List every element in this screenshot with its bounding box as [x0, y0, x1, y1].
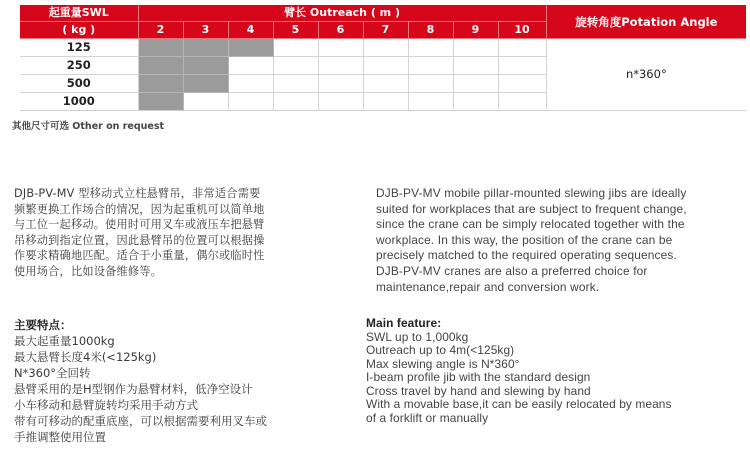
- description-line: since the crane can be simply relocated together with the: [376, 217, 685, 232]
- swl-value: 250: [20, 57, 138, 75]
- description-line: maintenance,repair and conversion work.: [376, 279, 600, 294]
- empty-outreach-cell: [273, 75, 318, 93]
- empty-outreach-cell: [363, 75, 408, 93]
- empty-outreach-cell: [363, 39, 408, 57]
- feature-item: Outreach up to 4m(<125kg): [366, 343, 515, 357]
- empty-outreach-cell: [498, 39, 546, 57]
- outreach-col-header: 7: [363, 22, 408, 39]
- empty-outreach-cell: [318, 57, 363, 75]
- empty-outreach-cell: [408, 93, 453, 111]
- empty-outreach-cell: [228, 93, 273, 111]
- empty-outreach-cell: [408, 75, 453, 93]
- feature-item: 手推调整使用位置: [14, 430, 106, 444]
- swl-header: 起重量SWL: [20, 5, 138, 22]
- empty-outreach-cell: [453, 93, 498, 111]
- outreach-col-header: 10: [498, 22, 546, 39]
- feature-item: 悬臂采用的是H型钢作为悬臂材料，低净空设计: [14, 382, 253, 396]
- description-line: 作要求精确地匹配。适合于小重量，偶尔或临时性: [14, 249, 265, 263]
- empty-outreach-cell: [498, 57, 546, 75]
- description-line: DJB-PV-MV cranes are also a preferred choice for: [376, 263, 648, 278]
- empty-outreach-cell: [318, 75, 363, 93]
- empty-outreach-cell: [273, 39, 318, 57]
- main-features-chinese: [14, 317, 267, 445]
- feature-item: 最大悬臂长度4米(<125kg): [14, 350, 157, 364]
- features-list-chinese: [14, 333, 267, 445]
- empty-outreach-cell: [408, 57, 453, 75]
- outreach-col-header: 6: [318, 22, 363, 39]
- available-outreach-cell: [183, 75, 228, 93]
- table-row: [20, 39, 746, 57]
- available-outreach-cell: [228, 39, 273, 57]
- swl-value: 125: [20, 39, 138, 57]
- description-line: workplace. In this way, the position of the crane can be: [376, 232, 673, 247]
- outreach-col-header: 4: [228, 22, 273, 39]
- feature-item: With a movable base,it can be easily relocated by means: [366, 397, 672, 411]
- main-features-english: [366, 317, 672, 425]
- empty-outreach-cell: [363, 57, 408, 75]
- features-title-english: Main feature:: [366, 316, 442, 330]
- outreach-col-header: 5: [273, 22, 318, 39]
- available-outreach-cell: [183, 57, 228, 75]
- empty-outreach-cell: [498, 93, 546, 111]
- empty-outreach-cell: [273, 57, 318, 75]
- empty-outreach-cell: [228, 57, 273, 75]
- feature-item: 带有可移动的配重底座，可以根据需要利用叉车或: [14, 414, 267, 428]
- available-outreach-cell: [138, 57, 183, 75]
- rotation-angle-header: 旋转角度Potation Angle: [546, 5, 746, 39]
- description-english: [376, 186, 750, 295]
- features-list-english: [366, 331, 672, 426]
- description-line: 与工位一起移动。使用时可用叉车或液压车把悬臂: [14, 218, 265, 232]
- empty-outreach-cell: [273, 93, 318, 111]
- outreach-col-header: 9: [453, 22, 498, 39]
- feature-item: of a forklift or manually: [366, 410, 489, 425]
- empty-outreach-cell: [408, 39, 453, 57]
- feature-item: Cross travel by hand and slewing by hand: [366, 383, 591, 398]
- table-body: [20, 39, 746, 111]
- outreach-col-header: 8: [408, 22, 453, 39]
- description-line: 吊移动到指定位置，因此悬臂吊的位置可以根据操: [14, 233, 265, 247]
- available-outreach-cell: [138, 39, 183, 57]
- empty-outreach-cell: [183, 93, 228, 111]
- available-outreach-cell: [138, 93, 183, 111]
- feature-item: SWL up to 1,000kg: [366, 329, 469, 344]
- swl-unit-header: ( kg ): [20, 22, 138, 39]
- available-outreach-cell: [138, 75, 183, 93]
- description-line: 使用场合，比如设备维修等。: [14, 264, 163, 278]
- empty-outreach-cell: [318, 39, 363, 57]
- empty-outreach-cell: [498, 75, 546, 93]
- rotation-angle-value: n*360°: [546, 39, 746, 111]
- empty-outreach-cell: [363, 93, 408, 111]
- feature-item: N*360°全回转: [14, 366, 91, 380]
- description-line: suited for workplaces that are subject to frequent change,: [376, 201, 687, 216]
- description-chinese: [14, 186, 339, 280]
- swl-value: 1000: [20, 93, 138, 111]
- capacity-outreach-table: [20, 5, 746, 111]
- empty-outreach-cell: [453, 57, 498, 75]
- available-outreach-cell: [183, 39, 228, 57]
- description-line: 频繁更换工作场合的情况，因为起重机可以简单地: [14, 202, 265, 216]
- feature-item: Max slewing angle is N*360°: [366, 356, 520, 371]
- empty-outreach-cell: [453, 39, 498, 57]
- description-line: DJB-PV-MV mobile pillar-mounted slewing jibs are ideally: [376, 186, 687, 200]
- empty-outreach-cell: [228, 75, 273, 93]
- swl-value: 500: [20, 75, 138, 93]
- outreach-header: 臂长 Outreach ( m ): [138, 5, 546, 22]
- feature-item: 小车移动和悬臂旋转均采用手动方式: [14, 398, 198, 412]
- empty-outreach-cell: [318, 93, 363, 111]
- feature-item: I-beam profile jib with the standard design: [366, 370, 591, 384]
- empty-outreach-cell: [453, 75, 498, 93]
- outreach-col-header: 2: [138, 22, 183, 39]
- description-line: DJB-PV-MV 型移动式立柱悬臂吊，非常适合需要: [14, 187, 261, 200]
- outreach-col-header: 3: [183, 22, 228, 39]
- other-on-request-note: 其他尺寸可选 Other on request: [12, 121, 165, 132]
- description-line: precisely matched to the required operating sequences.: [376, 248, 677, 263]
- feature-item: 最大起重量1000kg: [14, 334, 115, 348]
- features-title-chinese: 主要特点：: [14, 318, 72, 332]
